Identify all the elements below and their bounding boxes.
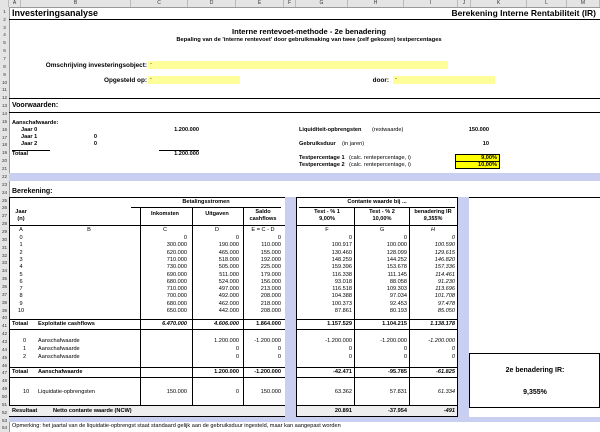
sheet-title-right: Berekening Interne Rentabiliteit (IR) bbox=[451, 8, 596, 18]
prepared-on-label: Opgesteld op: bbox=[104, 77, 147, 84]
acq-cell-desc: Aanschafwaarde bbox=[38, 338, 80, 344]
column-header-l[interactable]: L bbox=[527, 0, 567, 7]
column-header-e[interactable]: E bbox=[236, 0, 284, 7]
table-cell-saldo: 155.000 bbox=[260, 249, 281, 256]
exploit-total-label: Totaal bbox=[12, 321, 29, 327]
col-ir-header: benadering IR bbox=[414, 209, 452, 215]
row-number[interactable]: 41 bbox=[1, 323, 8, 328]
result-test1: 20.891 bbox=[334, 408, 352, 414]
table-cell-ir: 91.230 bbox=[437, 278, 455, 285]
acq-sum-label: Totaal bbox=[12, 369, 29, 375]
table-cell-t1: 93.018 bbox=[334, 278, 352, 285]
exploit-total-expenses: 4.606.000 bbox=[214, 321, 239, 327]
column-header-m[interactable]: M bbox=[567, 0, 600, 7]
table-cell-t2: 144.252 bbox=[386, 256, 407, 263]
result-test2: -37.954 bbox=[388, 408, 407, 414]
table-cell-ir: 101.708 bbox=[434, 293, 455, 300]
col-ir-pct: 9,355% bbox=[423, 216, 443, 222]
liquidation-note: (restwaarde) bbox=[372, 127, 404, 133]
column-header-k[interactable]: K bbox=[471, 0, 527, 7]
liquidation-value[interactable]: 150.000 bbox=[468, 127, 489, 133]
table-cell-t2: 109.303 bbox=[386, 286, 407, 293]
row-number[interactable]: 25 bbox=[1, 198, 8, 203]
acq-cell-exp: 0 bbox=[235, 354, 239, 360]
test1-note: (calc. rentepercentage, i) bbox=[349, 155, 411, 161]
row-number[interactable]: 52 bbox=[1, 410, 8, 415]
table-cell-n: 0 bbox=[19, 235, 23, 241]
col-income-header: Inkomsten bbox=[151, 211, 179, 217]
row-number[interactable]: 46 bbox=[1, 363, 8, 368]
table-cell-ir: 97.478 bbox=[437, 300, 455, 307]
acq-sum-balance: -1.200.000 bbox=[254, 369, 281, 375]
row-number[interactable]: 44 bbox=[1, 347, 8, 352]
row-number[interactable]: 48 bbox=[1, 378, 8, 383]
col-letter-f: F bbox=[325, 227, 329, 233]
acq-cell-desc: Aanschafwaarde bbox=[38, 346, 80, 352]
row-number[interactable]: 21 bbox=[1, 166, 8, 171]
row-number[interactable]: 14 bbox=[1, 111, 8, 116]
table-cell-t1: 104.388 bbox=[331, 293, 352, 300]
table-cell-exp: 497.000 bbox=[218, 286, 239, 293]
row-number[interactable]: 20 bbox=[1, 158, 8, 163]
row-number[interactable]: 3 bbox=[3, 25, 6, 30]
ir-result-value: 9,355% bbox=[523, 389, 547, 396]
total-rule bbox=[9, 377, 285, 378]
table-cell-ir: 157.336 bbox=[434, 264, 455, 271]
table-cell-exp: 518.000 bbox=[218, 256, 239, 263]
table-cell-t2: 92.453 bbox=[389, 300, 407, 307]
table-cell-saldo: 208.000 bbox=[260, 308, 281, 314]
table-cell-t1: 159.396 bbox=[331, 264, 352, 271]
table-cell-saldo: 179.000 bbox=[260, 271, 281, 278]
table-cell-ir: 114.461 bbox=[435, 271, 455, 278]
calculation-title: Berekening: bbox=[12, 188, 53, 195]
acq-cell-n: 0 bbox=[23, 338, 27, 344]
header-bottom-rule bbox=[296, 225, 458, 226]
row-number[interactable]: 28 bbox=[1, 221, 8, 226]
row-number[interactable]: 49 bbox=[1, 386, 8, 391]
method-description: Bepaling van de 'interne rentevoet' door gebruikmaking van twee (zelf gekozen) testpercentages bbox=[176, 37, 442, 43]
acq-total-label: Totaal bbox=[12, 151, 29, 157]
result-label: Resultaat bbox=[12, 408, 38, 414]
column-header-i[interactable]: I bbox=[404, 0, 458, 7]
table-cell-t1: 100.373 bbox=[331, 300, 352, 307]
life-label: Gebruiksduur bbox=[299, 141, 336, 147]
row-number[interactable]: 34 bbox=[1, 268, 8, 273]
col-balance-header: Saldo bbox=[255, 209, 271, 215]
description-label: Omschrijving investeringsobject: bbox=[45, 62, 147, 69]
title-underline bbox=[9, 19, 600, 20]
row-number[interactable]: 39 bbox=[1, 308, 8, 313]
table-cell-income: 300.000 bbox=[166, 242, 187, 249]
acq-cell-t1: 0 bbox=[348, 354, 352, 360]
table-cell-saldo: 218.000 bbox=[260, 300, 281, 307]
total-rule bbox=[9, 329, 285, 330]
liq-ir: 61.334 bbox=[437, 389, 455, 395]
table-cell-saldo: 110.000 bbox=[261, 242, 281, 249]
table-cell-saldo: 225.000 bbox=[260, 264, 281, 271]
table-cell-t2: 153.678 bbox=[386, 264, 407, 271]
acq-cell-exp: 1.200.000 bbox=[214, 338, 239, 344]
row-number[interactable]: 12 bbox=[1, 95, 8, 100]
table-cell-income: 650.000 bbox=[166, 308, 187, 314]
row-number[interactable]: 13 bbox=[1, 103, 8, 108]
table-cell-saldo: 213.000 bbox=[260, 286, 281, 293]
table-cell-saldo: 156.000 bbox=[260, 278, 281, 285]
acq-year0-value[interactable]: 1.200.000 bbox=[174, 127, 199, 133]
table-separator-band bbox=[458, 197, 469, 417]
table-cell-t1: 116.518 bbox=[332, 286, 352, 293]
table-cell-ir: 129.615 bbox=[434, 249, 455, 256]
table-cell-ir: 85.050 bbox=[437, 308, 455, 314]
row-number[interactable]: 23 bbox=[1, 182, 8, 187]
ir-result-label: 2e benadering IR: bbox=[505, 367, 565, 374]
row-number[interactable]: 54 bbox=[1, 425, 8, 430]
table-cell-saldo: 0 bbox=[277, 235, 281, 241]
table-cell-ir: 100.590 bbox=[434, 242, 455, 249]
table-cell-income: 710.000 bbox=[166, 286, 187, 293]
column-header-d[interactable]: D bbox=[188, 0, 236, 7]
table-cell-t2: 128.099 bbox=[386, 249, 407, 256]
col-test2-header: Test - % 2 bbox=[369, 209, 395, 215]
row-number[interactable]: 35 bbox=[1, 276, 8, 281]
table-cell-n: 8 bbox=[19, 293, 23, 300]
exploit-total-desc: Exploitatie cashflows bbox=[38, 321, 95, 327]
table-cell-exp: 0 bbox=[235, 235, 239, 241]
table-cell-t1: 116.338 bbox=[332, 271, 352, 278]
liquidation-label: Liquiditeit-opbrengsten bbox=[299, 127, 362, 133]
acq-total-value: 1.200.000 bbox=[174, 151, 199, 157]
table-cell-saldo: 192.000 bbox=[260, 256, 281, 263]
description-input[interactable]: - bbox=[148, 61, 448, 69]
col-letter-h: H bbox=[430, 227, 436, 233]
liq-test2: 57.831 bbox=[389, 389, 407, 395]
result-ir: -491 bbox=[443, 408, 455, 414]
column-header-f[interactable]: F bbox=[284, 0, 296, 7]
acq-cell-exp: 0 bbox=[235, 346, 239, 352]
divider bbox=[9, 112, 600, 113]
total-rule bbox=[296, 319, 458, 320]
acq-cell-n: 1 bbox=[23, 346, 27, 352]
table-cell-exp: 190.000 bbox=[218, 242, 239, 249]
table-cell-exp: 465.000 bbox=[218, 249, 239, 256]
table-cell-ir: 113.696 bbox=[435, 286, 455, 293]
row-number[interactable]: 37 bbox=[1, 292, 8, 297]
table-cell-ir: 0 bbox=[451, 235, 455, 241]
table-cell-exp: 524.000 bbox=[218, 278, 239, 285]
exploit-total-income: 6.470.000 bbox=[162, 321, 187, 327]
row-number[interactable]: 11 bbox=[2, 87, 7, 92]
row-number[interactable]: 47 bbox=[1, 370, 8, 375]
table-cell-exp: 492.000 bbox=[218, 293, 239, 300]
column-header-b[interactable]: B bbox=[21, 0, 131, 7]
column-header-c[interactable]: C bbox=[131, 0, 188, 7]
sheet-title: Investeringsanalyse bbox=[12, 8, 99, 18]
total-rule bbox=[296, 377, 458, 378]
test2-label: Testpercentage 2 bbox=[299, 162, 345, 168]
acq-sum-expenses: 1.200.000 bbox=[214, 369, 239, 375]
col-letter-e: E = C - D bbox=[251, 227, 275, 233]
row-number[interactable]: 29 bbox=[1, 229, 8, 234]
row-number[interactable]: 16 bbox=[1, 127, 8, 132]
table-cell-t1: 0 bbox=[348, 235, 352, 241]
acq-cell-t2: 0 bbox=[403, 346, 407, 352]
row-number[interactable]: 51 bbox=[1, 402, 8, 407]
column-header-h[interactable]: H bbox=[348, 0, 404, 7]
table-cell-income: 690.000 bbox=[166, 271, 187, 278]
acq-cell-t2: 0 bbox=[403, 354, 407, 360]
by-label: door: bbox=[372, 77, 389, 84]
prepared-on-input[interactable]: - bbox=[148, 76, 240, 84]
footnote: Opmerking: het jaartal van de liquidatie-opbrengst staat standaard gelijk aan de gebruiksduur ingesteld, maar kan aangepast worden bbox=[12, 423, 341, 429]
table-separator-band bbox=[285, 197, 296, 417]
row-number[interactable]: 6 bbox=[3, 48, 6, 53]
life-value[interactable]: 10 bbox=[482, 141, 489, 147]
table-cell-ir: 146.820 bbox=[434, 256, 455, 263]
total-rule bbox=[9, 367, 285, 368]
acq-cell-t2: -1.200.000 bbox=[380, 338, 407, 344]
exploit-total-ir: 1.138.178 bbox=[430, 321, 455, 327]
row-number[interactable]: 38 bbox=[1, 300, 8, 305]
acq-sum-desc: Aanschafwaarde bbox=[38, 369, 83, 375]
cashflows-header: Betalingsstromen bbox=[182, 199, 230, 205]
row-number[interactable]: 18 bbox=[1, 142, 8, 147]
acq-cell-n: 2 bbox=[23, 354, 27, 360]
liq-year: 10 bbox=[23, 389, 30, 395]
test2-note: (calc. rentepercentage, i) bbox=[349, 162, 411, 168]
table-cell-t2: 88.058 bbox=[389, 278, 407, 285]
col-year-header: Jaar bbox=[15, 209, 27, 215]
table-cell-income: 680.000 bbox=[166, 278, 187, 285]
row-number[interactable]: 4 bbox=[3, 32, 6, 37]
column-header-a[interactable]: A bbox=[9, 0, 21, 7]
separator-band bbox=[9, 417, 600, 422]
table-cell-income: 680.000 bbox=[166, 300, 187, 307]
table-cell-income: 710.000 bbox=[166, 256, 187, 263]
ir-result-box bbox=[469, 353, 600, 408]
table-cell-exp: 505.000 bbox=[218, 264, 239, 271]
col-test1-pct: 9,00% bbox=[319, 216, 335, 222]
acq-year1-value[interactable]: 0 bbox=[93, 134, 97, 140]
table-cell-n: 9 bbox=[19, 300, 23, 307]
acq-cell-t1: 0 bbox=[348, 346, 352, 352]
spreadsheet-grid[interactable] bbox=[9, 7, 600, 432]
test1-label: Testpercentage 1 bbox=[299, 155, 345, 161]
row-number[interactable]: 7 bbox=[3, 56, 6, 61]
liq-income: 150.000 bbox=[166, 389, 187, 395]
table-cell-exp: 462.000 bbox=[218, 300, 239, 307]
select-all-corner[interactable] bbox=[0, 0, 9, 7]
table-cell-n: 10 bbox=[17, 308, 25, 314]
col-letter-c: C bbox=[162, 227, 168, 233]
acq-year2-value[interactable]: 0 bbox=[93, 141, 97, 147]
acq-sum-ir: -61.825 bbox=[436, 369, 455, 375]
acq-cell-desc: Aanschafwaarde bbox=[38, 354, 80, 360]
table-cell-exp: 442.000 bbox=[218, 308, 239, 314]
table-cell-income: 0 bbox=[183, 235, 187, 241]
table-cell-income: 730.000 bbox=[166, 264, 187, 271]
table-cell-t1: 100.917 bbox=[331, 242, 352, 249]
row-number[interactable]: 30 bbox=[1, 237, 8, 242]
header-rule bbox=[299, 207, 455, 208]
test2-input[interactable]: 10,00% bbox=[455, 161, 500, 169]
table-cell-n: 2 bbox=[19, 249, 23, 256]
acq-year0-label: Jaar 0 bbox=[21, 127, 38, 133]
row-number[interactable]: 33 bbox=[1, 260, 8, 265]
row-number[interactable]: 15 bbox=[1, 119, 8, 124]
row-number[interactable]: 17 bbox=[1, 135, 8, 140]
col-test2-pct: 10,00% bbox=[372, 216, 392, 222]
acq-sum-test2: -95.785 bbox=[388, 369, 407, 375]
row-number[interactable]: 31 bbox=[1, 245, 8, 250]
acq-cell-ir: -1.200.000 bbox=[428, 338, 455, 344]
acq-cell-t1: -1.200.000 bbox=[325, 338, 352, 344]
col-letter-b: B bbox=[87, 227, 91, 233]
conditions-title: Voorwaarden: bbox=[12, 102, 59, 109]
row-number[interactable]: 22 bbox=[1, 174, 8, 179]
row-number[interactable]: 42 bbox=[1, 331, 8, 336]
total-rule bbox=[296, 367, 458, 368]
liq-desc: Liquidatie-opbrengsten bbox=[38, 389, 95, 395]
column-header-j[interactable]: J bbox=[458, 0, 471, 7]
table-cell-t2: 97.034 bbox=[389, 293, 407, 300]
col-letter-a: A bbox=[19, 227, 23, 233]
liq-test1: 63.362 bbox=[334, 389, 352, 395]
table-cell-exp: 511.000 bbox=[219, 271, 239, 278]
table-cell-n: 7 bbox=[19, 286, 23, 293]
table-cell-t1: 87.861 bbox=[334, 308, 352, 314]
row-number[interactable]: 5 bbox=[3, 40, 6, 45]
acq-cell-saldo: -1.200.000 bbox=[254, 338, 281, 344]
table-cell-t2: 100.000 bbox=[386, 242, 407, 249]
total-rule bbox=[296, 329, 458, 330]
by-input[interactable]: - bbox=[393, 76, 495, 84]
separator-band bbox=[9, 173, 600, 181]
row-number[interactable]: 2 bbox=[3, 17, 6, 22]
table-cell-n: 3 bbox=[19, 256, 23, 263]
table-cell-t1: 130.460 bbox=[331, 249, 352, 256]
method-subtitle: Interne rentevoet-methode - 2e benadering bbox=[231, 27, 386, 36]
row-number[interactable]: 19 bbox=[1, 150, 8, 155]
acq-cell-saldo: 0 bbox=[277, 354, 281, 360]
column-header-g[interactable]: G bbox=[296, 0, 348, 7]
table-cell-t2: 111.145 bbox=[387, 271, 407, 278]
row-number[interactable]: 32 bbox=[1, 253, 8, 258]
table-cell-n: 4 bbox=[19, 264, 23, 271]
exploit-total-test2: 1.104.215 bbox=[382, 321, 407, 327]
row-number[interactable]: 50 bbox=[1, 394, 8, 399]
table-cell-income: 700.000 bbox=[166, 293, 187, 300]
liq-balance: 150.000 bbox=[260, 389, 281, 395]
acquisition-label: Aanschafwaarde: bbox=[12, 120, 59, 126]
table-cell-t2: 0 bbox=[403, 235, 407, 241]
acq-year2-label: Jaar 2 bbox=[21, 141, 38, 147]
test1-input[interactable]: 9,00% bbox=[455, 154, 500, 162]
row-number[interactable]: 40 bbox=[1, 315, 8, 320]
exploit-total-test1: 1.157.529 bbox=[327, 321, 352, 327]
total-rule bbox=[9, 319, 285, 320]
divider bbox=[9, 98, 600, 99]
col-year-unit: (n) bbox=[17, 216, 25, 222]
row-number[interactable]: 10 bbox=[1, 80, 8, 85]
table-cell-saldo: 208.000 bbox=[260, 293, 281, 300]
row-number[interactable]: 1 bbox=[3, 9, 6, 14]
acq-cell-ir: 0 bbox=[451, 354, 455, 360]
liq-expenses: 0 bbox=[235, 389, 239, 395]
acq-cell-ir: 0 bbox=[451, 346, 455, 352]
row-number[interactable]: 9 bbox=[3, 72, 6, 77]
row-number[interactable]: 27 bbox=[1, 213, 8, 218]
table-cell-t1: 148.259 bbox=[331, 256, 352, 263]
header-rule bbox=[131, 207, 281, 208]
col-test1-header: Test - % 1 bbox=[314, 209, 340, 215]
row-number[interactable]: 24 bbox=[1, 190, 8, 195]
row-number[interactable]: 43 bbox=[1, 339, 8, 344]
exploit-total-balance: 1.864.000 bbox=[256, 321, 281, 327]
table-cell-n: 1 bbox=[19, 242, 23, 249]
col-letter-d: D bbox=[214, 227, 220, 233]
table-cell-n: 6 bbox=[19, 278, 23, 285]
table-cell-n: 5 bbox=[19, 271, 23, 278]
row-number[interactable]: 53 bbox=[1, 418, 8, 423]
present-value-header: Contante waarde bij ... bbox=[347, 199, 407, 205]
row-number[interactable]: 8 bbox=[3, 64, 6, 69]
table-cell-t2: 80.193 bbox=[389, 308, 407, 314]
result-desc: Netto contante waarde (NCW) bbox=[53, 408, 132, 414]
acq-year1-label: Jaar 1 bbox=[21, 134, 38, 140]
col-balance-header-2: cashflows bbox=[249, 216, 277, 222]
row-number[interactable]: 36 bbox=[1, 284, 8, 289]
acq-sum-test1: -42.471 bbox=[333, 369, 352, 375]
row-number[interactable]: 45 bbox=[1, 355, 8, 360]
table-cell-income: 620.000 bbox=[166, 249, 187, 256]
life-note: (in jaren) bbox=[342, 141, 365, 147]
row-number[interactable]: 26 bbox=[1, 205, 8, 210]
col-letter-g: G bbox=[379, 227, 385, 233]
col-expenses-header: Uitgaven bbox=[205, 211, 229, 217]
result-row-bg bbox=[9, 406, 285, 416]
acq-cell-saldo: 0 bbox=[277, 346, 281, 352]
